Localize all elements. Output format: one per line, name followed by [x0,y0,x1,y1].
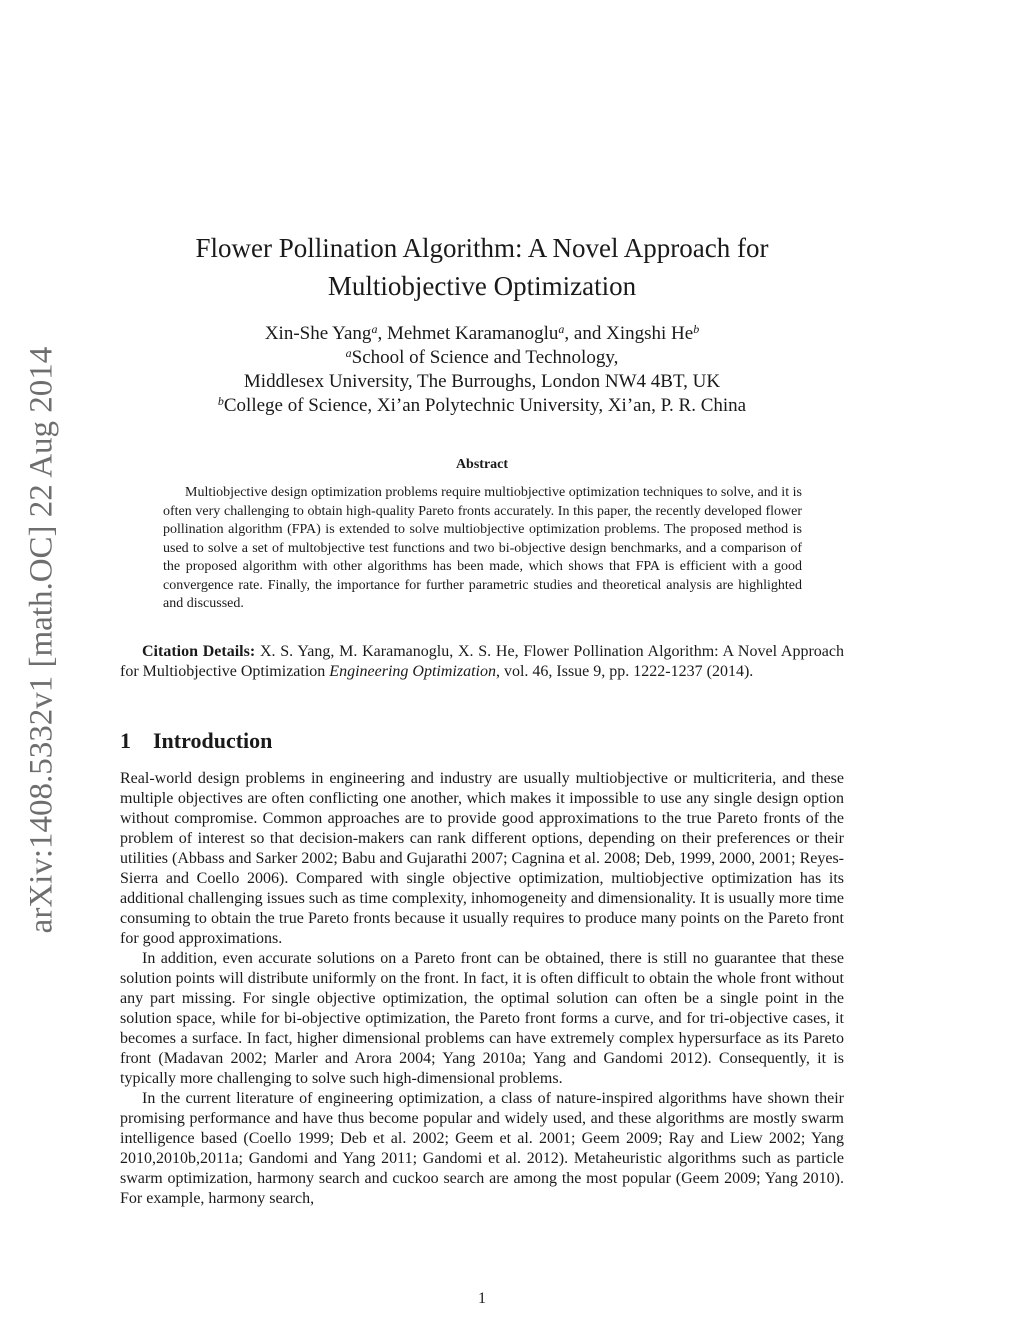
arxiv-identifier: arXiv:1408.5332v1 [math.OC] 22 Aug 2014 [23,346,60,934]
section-number: 1 [120,728,131,753]
affiliation-line: College of Science, Xi’an Polytechnic University, Xi’an, P. R. China [223,395,747,416]
journal-name: Engineering Optimization [329,663,496,680]
citation-details [120,642,844,682]
citation-volume: , vol. 46, Issue 9, pp. 1222-1237 (2014). [495,663,754,680]
body-text [120,769,844,1209]
paragraph: In the current literature of engineering optimization, a class of nature-inspired algorithms have shown their promising performance and have thus become popular and widely used, and these algorithms are mostly swarm intelligence based (Coello 1999; Deb et al. 2002; Geem et al. 2001; Geem 2009; Ray and Liew 2002; Yang 2010,2010b,2011a; Gandomi and Yang 2011; Gandomi et al. 2012). Metaheuristic algorithms such as particle swarm optimization, harmony search and cuckoo search are among the most popular (Geem 2009; Yang 2010). For example, harmony search, [120,1090,844,1207]
abstract-heading: Abstract [455,457,509,472]
author-name: Xin-She Yang [264,323,372,344]
affiliation-b [120,394,844,418]
page-number: 1 [478,1290,486,1307]
affiliation-mark: b [693,322,700,336]
citation-text: X. S. Yang, M. Karamanoglu, X. S. He, Flower Pollination Algorithm: A Novel Approach for Multiobjective Optimization [120,643,844,680]
authors-block [120,322,844,418]
paragraph: In addition, even accurate solutions on a Pareto front can be obtained, there is still no guarantee that these solution points will distribute uniformly on the front. In fact, it is often difficult to obtain the whole front without any part missing. For single objective optimization, the optimal solution can often be a single point in the solution space, while for bi-objective optimization, the Pareto front forms a curve, and for tri-objective cases, it becomes a surface. In fact, higher dimensional problems can have extremely complex hypersurface as its Pareto front (Madavan 2002; Marler and Arora 2004; Yang 2010a; Yang and Gandomi 2012). Consequently, it is typically more challenging to solve such high-dimensional problems. [120,950,844,1087]
affiliation-mark: a [371,322,378,336]
section-title: Introduction [153,728,273,753]
paper-title: Flower Pollination Algorithm: A Novel Approach for Multiobjective Optimization [195,233,769,301]
citation-label: Citation Details: [142,643,256,660]
affiliation-line: School of Science and Technology, [351,347,619,368]
affiliation-mark: b [217,394,224,408]
affiliation-mark: a [558,322,565,336]
affiliation-mark: a [345,346,352,360]
paragraph: Real-world design problems in engineering and industry are usually multiobjective or multicriteria, and these multiple objectives are often conflicting one another, which makes it impossible to use any single design option without compromise. Common approaches are to provide good approximations to the true Pareto fronts of the problem of interest so that decision-makers can rank different options, depending on their preferences or their utilities (Abbass and Sarker 2002; Babu and Gujarathi 2007; Cagnina et al. 2008; Deb, 1999, 2000, 2001; Reyes-Sierra and Coello 2006). Compared with single objective optimization, multiobjective optimization has its additional challenging issues such as time complexity, inhomogeneity and dimensionality. It is usually more time consuming to obtain the true Pareto fronts because it usually requires to produce many points on the Pareto front for good approximations. [120,770,845,947]
author-name: , Mehmet Karamanoglu [377,323,559,344]
affiliation-line: Middlesex University, The Burroughs, London NW4 4BT, UK [243,371,721,392]
section-heading [120,728,272,754]
author-name: , and Xingshi He [564,323,694,344]
author-list [120,322,844,346]
abstract-text: Multiobjective design optimization problems require multiobjective optimization techniques to solve, and it is often very challenging to obtain high-quality Pareto fronts accurately. In this paper, the recently developed flower pollination algorithm (FPA) is extended to solve multiobjective optimization problems. The proposed method is used to solve a set of multobjective test functions and two bi-objective design benchmarks, and a comparison of the proposed algorithm with other algorithms has been made, which shows that FPA is efficient with a good convergence rate. Finally, the importance for further parametric studies and theoretical analysis are highlighted and discussed. [163,485,802,611]
affiliation-a [120,346,844,370]
